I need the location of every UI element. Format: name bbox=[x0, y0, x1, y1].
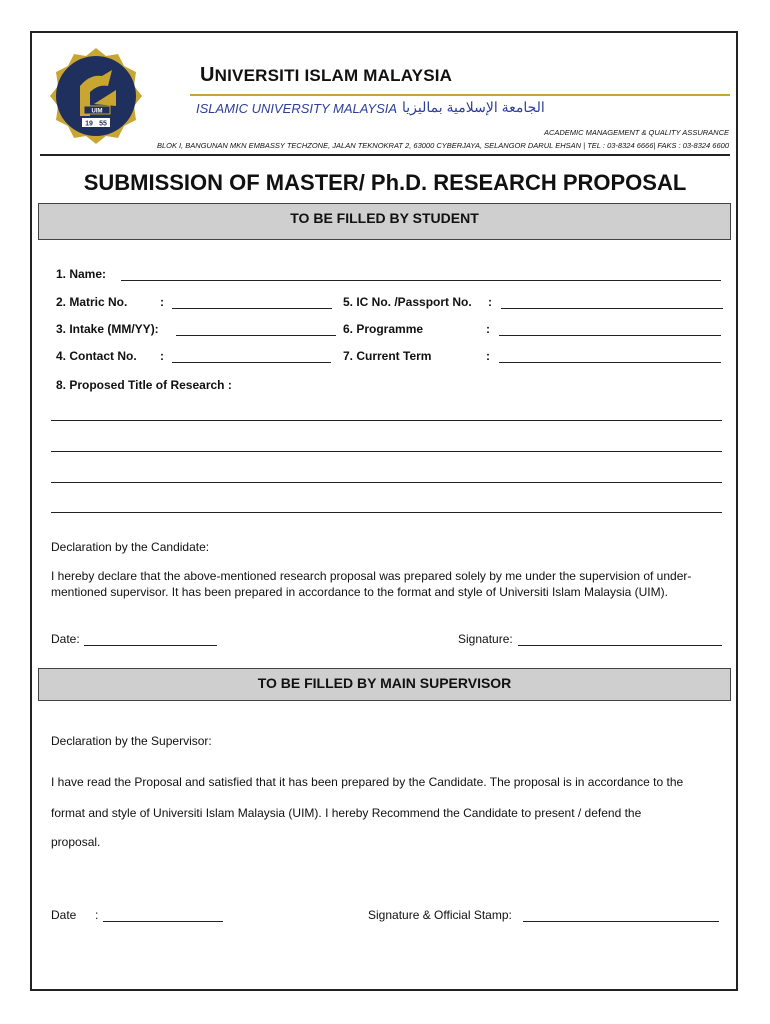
supervisor-signature-label: Signature & Official Stamp: bbox=[368, 908, 512, 922]
candidate-declaration-heading: Declaration by the Candidate: bbox=[51, 540, 210, 554]
matric-field[interactable] bbox=[172, 308, 332, 309]
university-name-english: ISLAMIC UNIVERSITY MALAYSIA bbox=[196, 101, 398, 116]
supervisor-section-band: TO BE FILLED BY MAIN SUPERVISOR bbox=[38, 668, 731, 701]
logo-year-right: 55 bbox=[99, 120, 107, 128]
logo-year-left: 19 bbox=[85, 120, 93, 128]
supervisor-date-colon: : bbox=[95, 908, 99, 922]
candidate-date-label: Date: bbox=[51, 632, 80, 646]
university-logo bbox=[46, 46, 146, 146]
name-field[interactable] bbox=[121, 280, 721, 281]
student-section-band: TO BE FILLED BY STUDENT bbox=[38, 203, 731, 240]
ic-field[interactable] bbox=[501, 308, 723, 309]
research-title-line[interactable] bbox=[51, 482, 722, 483]
university-address: BLOK I, BANGUNAN MKN EMBASSY TECHZONE, JALAN TEKNOKRAT 2, 63000 CYBERJAYA, SELANGOR DARUL EHSAN | TEL : 03-8324 6666| FAKS : 03-8324 6600 bbox=[156, 141, 729, 150]
supervisor-date-label: Date bbox=[51, 908, 77, 922]
header-gold-line bbox=[190, 94, 730, 96]
programme-colon: : bbox=[486, 322, 490, 336]
candidate-signature-field[interactable] bbox=[518, 645, 722, 646]
term-label: 7. Current Term bbox=[343, 349, 432, 363]
supervisor-date-field[interactable] bbox=[103, 921, 223, 922]
programme-field[interactable] bbox=[499, 335, 721, 336]
logo-text: UIM bbox=[91, 108, 103, 115]
matric-colon: : bbox=[160, 295, 164, 309]
programme-label: 6. Programme bbox=[343, 322, 424, 336]
contact-field[interactable] bbox=[172, 362, 331, 363]
research-title-line[interactable] bbox=[51, 512, 722, 513]
university-name-rest: NIVERSITI ISLAM MALAYSIA bbox=[214, 66, 453, 85]
university-name-initial: U bbox=[200, 64, 215, 86]
university-name-arabic: الجامعة الإسلامية بماليزيا bbox=[402, 99, 545, 115]
candidate-date-field[interactable] bbox=[84, 645, 217, 646]
intake-label: 3. Intake (MM/YY): bbox=[56, 322, 159, 336]
research-title-label: 8. Proposed Title of Research : bbox=[56, 378, 232, 392]
department-name: ACADEMIC MANAGEMENT & QUALITY ASSURANCE bbox=[543, 128, 729, 137]
matric-label: 2. Matric No. bbox=[56, 295, 128, 309]
supervisor-declaration-line: proposal. bbox=[51, 835, 101, 849]
candidate-declaration-text: I hereby declare that the above-mentioned research proposal was prepared solely by me under the supervision of under-mentioned supervisor. It has been prepared in accordance to the format and style of Universiti Islam Malaysia (UIM). bbox=[51, 569, 692, 599]
research-title-line[interactable] bbox=[51, 451, 722, 452]
candidate-signature-label: Signature: bbox=[458, 632, 513, 646]
supervisor-declaration-heading: Declaration by the Supervisor: bbox=[51, 734, 212, 748]
supervisor-declaration-line: I have read the Proposal and satisfied that it has been prepared by the Candidate. The proposal is in accordance to the bbox=[51, 775, 684, 789]
page-title: SUBMISSION OF MASTER/ Ph.D. RESEARCH PROPOSAL bbox=[83, 170, 687, 195]
intake-field[interactable] bbox=[176, 335, 336, 336]
ic-colon: : bbox=[488, 295, 492, 309]
supervisor-signature-field[interactable] bbox=[523, 921, 719, 922]
name-label: 1. Name: bbox=[56, 267, 107, 281]
contact-colon: : bbox=[160, 349, 164, 363]
contact-label: 4. Contact No. bbox=[56, 349, 137, 363]
term-field[interactable] bbox=[499, 362, 721, 363]
research-title-line[interactable] bbox=[51, 420, 722, 421]
header-rule bbox=[40, 154, 730, 156]
university-name bbox=[200, 64, 452, 87]
supervisor-declaration-line: format and style of Universiti Islam Malaysia (UIM). I hereby Recommend the Candidate to present / defend the bbox=[51, 806, 642, 820]
ic-label: 5. IC No. /Passport No. bbox=[343, 295, 472, 309]
term-colon: : bbox=[486, 349, 490, 363]
